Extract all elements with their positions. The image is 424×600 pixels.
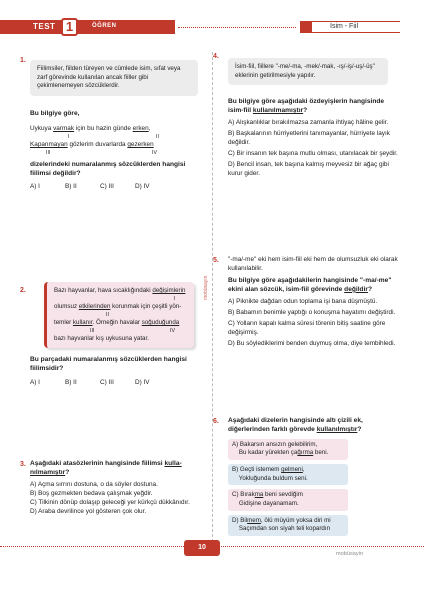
q1-question: dizelerindeki numaralanmış sözcüklerden hangisi fiilimsi değildir? [30,160,186,177]
header-bar [0,20,175,34]
q5-option-a[interactable]: A) Piknikte dağdan odun toplama işi bana düşmüştü. [228,297,378,305]
q3-question-mark: ? [65,468,70,476]
q5-option-d[interactable]: D) Bu söylediklerimi benden duymuş olma, diye tembihledi. [228,339,396,347]
q1-line1-comma: , [148,124,151,132]
q6-question-text: Aşağıdaki dizelerin hangisinde altı çizili ek, diğerlerinden farklı görevde [228,417,363,433]
q6-c-text: C) Bırak [232,491,255,499]
q4-number: 4. [213,53,219,60]
q1-body [30,110,205,191]
q6-option-a-line2 [232,449,344,458]
q4-option-d[interactable]: D) Bencil insan, tek başına kalmış meyvesiz bir ağaç gibi kurur gider. [228,160,389,177]
q2-text-2: olumsuz [54,302,79,310]
q6-c-underlined: ma [254,491,264,499]
q6-option-d-line2: Saçımdan son siyah teli kopardın [232,525,331,533]
q2-word-1: değişimlerin [152,287,186,294]
question-2 [44,282,194,348]
q6-b-text2: , [302,466,305,474]
q6-d-text: D) Bil [232,516,248,524]
q2-word-2: etkilerinden [78,302,111,310]
q1-line1-text2: için bu hazin günde [74,124,133,132]
q5-option-b[interactable]: B) Babamın benimle yaptığı o konuşma hayatımı değiştirdi. [228,308,396,316]
q1-word-3: Kapanmayan [30,140,68,148]
q2-option-c[interactable]: C) III [100,378,114,386]
q1-roman-3: III [46,149,51,156]
q4-body [228,98,400,179]
q3-question-underlined: kulla-nılmamıştır [30,460,182,476]
q1-line1 [30,125,205,134]
q5-info: "-ma/-me" eki hem isim-fiil eki hem de olumsuzluk eki olarak kullanılabilir. [228,256,398,272]
q2-word-4: soğuduğunda [141,318,180,326]
q1-options [30,183,205,192]
q3-question [30,460,202,478]
page-number: 10 [184,540,220,556]
q2-text-3: korunmak için çeşitli yön- [110,302,182,310]
q2-roman-4: IV [170,327,175,334]
q6-option-d[interactable] [228,515,348,536]
q1-lead: Bu bilgiye göre, [30,110,80,117]
q3-option-b[interactable]: B) Boş gezmekten bedava çalışmak yeğdir. [30,489,153,497]
q1-roman-row2 [30,150,205,157]
q1-info-box [30,60,198,96]
q6-d-underlined: mem [247,516,261,524]
q6-number: 6. [213,418,219,425]
q4-info-box [228,58,388,85]
q1-option-a[interactable]: A) I [30,182,40,190]
q1-roman-1: I [68,133,70,140]
q1-line1-text: Uykuya [30,124,54,132]
q6-option-c[interactable] [228,489,348,510]
q5-question [228,277,400,295]
q2-roman-row [54,328,187,335]
question-4 [228,58,388,85]
test-label: TEST [33,22,56,31]
q1-roman-4: IV [152,149,157,156]
q4-question-underlined: kullanılmamıştır [252,106,304,114]
q2-option-a[interactable]: A) I [30,378,40,386]
q2-passage-box [44,282,194,348]
q6-option-b[interactable] [228,464,348,485]
topic-title: İsim - Fiil [330,23,358,30]
q2-line3 [54,319,187,328]
q2-roman-3: III [90,327,95,334]
q6-question [228,417,400,435]
q6-c-text2: beni sevdiğim [263,491,303,499]
q6-b-text: B) Geçti istemem [232,466,282,474]
q3-question-text: Aşağıdaki atasözlerinin hangisinde fiilimsi [30,460,165,467]
q1-option-b[interactable]: B) II [65,182,77,190]
q2-line1 [54,287,187,296]
q4-question-text: Bu bilgiye göre aşağıdaki özdeyişlerin hangisinde isim-fiil [228,98,385,114]
page-header [0,0,424,40]
q4-options [228,119,400,179]
q4-option-a[interactable]: A) Alışkanlıklar bırakılmazsa zamanla ihtiyaç hâline gelir. [228,118,389,126]
footer-brand: mobüsayin [336,551,364,557]
q3-number: 3. [20,461,26,468]
q6-a-text: Bu kadar yürekten ça [232,449,298,457]
q2-option-b[interactable]: B) II [65,378,77,386]
q6-question-underlined: kullanılmıştır [316,425,358,433]
q1-option-c[interactable]: C) III [100,182,114,190]
q4-option-b[interactable]: B) Başkalarının hürriyetlerini tanımayanlar, hürriyete layık değildir. [228,129,390,146]
q6-option-c-line1 [232,491,344,500]
q4-info-text: İsim-fiil, fiillere "-me/-ma, -mek/-mak, -ış/-iş/-uş/-üş" eklerinin getirilmesiyle yapılır. [235,63,375,79]
q3-option-d[interactable]: D) Araba devrilince yol gösteren çok olur. [30,507,147,515]
q2-word-3: kullanır [72,318,93,326]
question-3 [30,460,202,517]
q4-question [228,98,400,116]
q6-option-d-line1 [232,517,344,526]
q6-question-mark: ? [357,425,362,433]
q1-number: 1. [20,57,26,64]
q5-question-text: Bu bilgiye göre aşağıdakilerin hangisinde "-ma/-me" ekini alan sözcük, isim-fiil görevinde [228,276,392,293]
side-brand: mobüsayın [203,275,209,300]
q6-a-text2: beni. [313,449,329,457]
q2-number: 2. [20,287,26,294]
q6-a-underlined: ğırma [297,449,314,457]
q6-b-underlined: gelmeni [281,466,303,474]
q2-body [30,356,202,387]
q5-options [228,298,400,349]
q2-line2 [54,303,187,312]
q6-option-b-line1 [232,466,344,475]
q2-text-1: Bazı hayvanlar, hava sıcaklığındaki [54,287,153,294]
q2-roman-2: II [106,311,109,318]
section-label: ÖĞREN [92,23,117,29]
q3-option-a[interactable]: A) Açma sırrını dostuna, o da söyler dostuna. [30,480,158,488]
q2-option-d[interactable]: D) IV [135,378,150,386]
q6-d-text2: , ölü müyüm yoksa diri mi [260,516,331,524]
q2-text-6: bazı hayvanlar kış uykusuna yatar. [54,334,149,342]
q1-option-d[interactable]: D) IV [135,182,150,190]
q2-text-5: . Örneğin havalar [92,318,142,326]
q3-option-c[interactable]: C) Tilkinin dönüp dolaşıp geleceği yer kürkçü dükkânıdır. [30,498,190,506]
q1-word-4: gezerken [127,140,154,148]
q4-question-mark: ? [303,106,308,114]
q1-info-text: Fiilimsiler, fiilden türeyen ve cümlede isim, sıfat veya zarf görevinde kullanılan ancak fiiller gibi çekimlenemeyen sözcüklerdir. [37,65,181,90]
q2-options [30,379,202,388]
q5-question-mark: ? [367,285,373,293]
q1-word-2: erken [132,124,149,132]
q2-roman-1: I [173,295,175,302]
q6-option-a[interactable] [228,439,348,460]
q3-options [30,481,202,517]
q6-option-b-line2: Yokluğunda buldum seni. [232,474,308,482]
q1-line2-text: gözlerim duvarlarda [67,140,128,148]
q5-number: 5. [213,257,219,264]
topic-flag [300,21,312,33]
q1-roman-row1 [30,134,205,141]
test-number: 1 [61,18,78,36]
question-6 [228,417,400,540]
question-5 [228,256,400,349]
q6-option-a-line1: A) Bakarsın ansızın gelebilirim, [232,440,318,448]
q1-line2 [30,141,205,150]
header-dotted-line [178,27,296,28]
q1-word-1: varmak [53,124,75,132]
q4-option-c[interactable]: C) Bir insanın tek başına mutlu olması, utanılacak bir şeydir. [228,149,398,157]
column-divider [212,52,213,542]
q6-options [228,439,348,536]
q6-option-c-line2: Gidişine dayanamam. [232,500,299,508]
q5-question-underlined: değildir [344,285,368,293]
q5-option-c[interactable]: C) Yolların kapalı kalma süresi törenin bitiş saatine göre değişirmiş. [228,319,386,336]
q2-text-4: temler [54,318,73,326]
q2-question: Bu parçadaki numaralanmış sözcüklerden hangisi fiilimsidir? [30,356,187,372]
q1-roman-2: II [156,133,159,140]
question-1 [30,60,198,96]
